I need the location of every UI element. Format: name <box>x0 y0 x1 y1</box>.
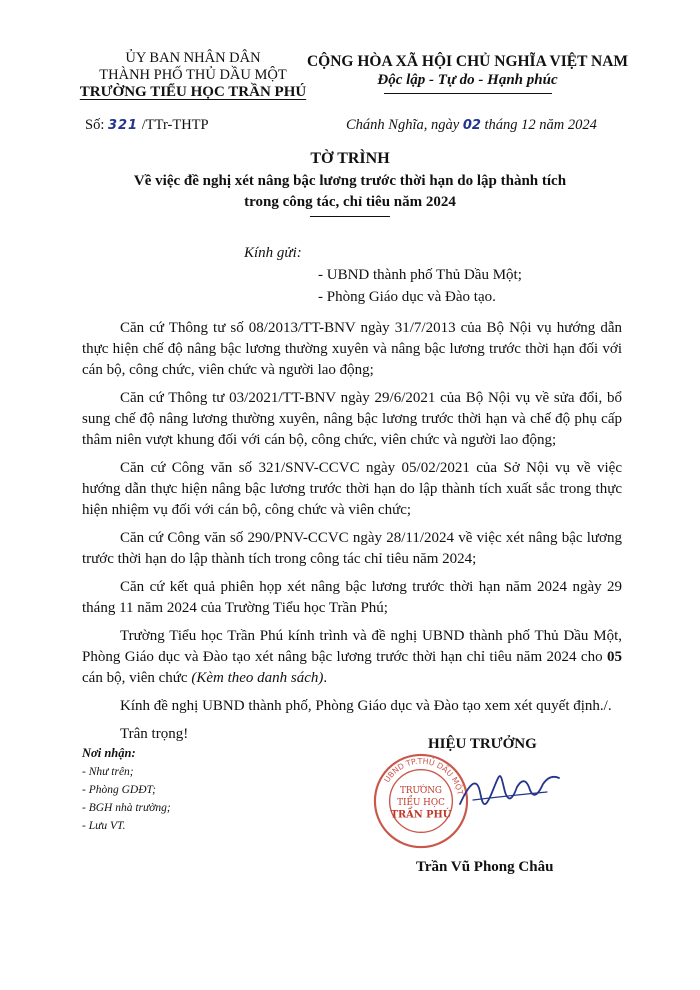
body-paragraph: Căn cứ kết quả phiên họp xét nâng bậc lương trước thời hạn năm 2024 ngày 29 tháng 11 năm 2024 của Trường Tiểu học Trần Phú; <box>82 579 622 616</box>
svg-text:TRẦN PHÚ: TRẦN PHÚ <box>390 809 452 821</box>
proposal-text-2: cán bộ, viên chức <box>82 670 188 686</box>
recipient-1: - UBND thành phố Thủ Dầu Một; <box>318 267 522 283</box>
issuer-line-1: ỦY BAN NHÂN DÂN <box>125 50 261 66</box>
request-paragraph: Kính đề nghị UBND thành phố, Phòng Giáo dục và Đào tạo xem xét quyết định./. <box>120 698 612 714</box>
proposal-attachment: (Kèm theo danh sách) <box>191 670 324 686</box>
national-header <box>305 52 630 94</box>
motto-underline <box>384 93 552 94</box>
signer-role: HIỆU TRƯỞNG <box>428 736 537 752</box>
date-suffix: tháng 12 năm 2024 <box>484 117 597 133</box>
school-name: TRƯỜNG TIỂU HỌC TRẦN PHÚ <box>79 84 307 100</box>
body-paragraph: Căn cứ Công văn số 321/SNV-CCVC ngày 05/02/2021 của Sở Nội vụ về việc hướng dẫn thực hiện nâng bậc lương trước thời hạn do lập thành tích xuất sắc trong thực hiện nhiệm vụ đối với cán bộ, công chức và viên chức; <box>82 460 622 518</box>
subtitle-line-1: Về việc đề nghị xét nâng bậc lương trước thời hạn do lập thành tích <box>133 173 567 189</box>
body-paragraph: Căn cứ Thông tư 03/2021/TT-BNV ngày 29/6/2021 của Bộ Nội vụ về sửa đổi, bổ sung chế độ nâng lương thường xuyên, nâng bậc lương trước thời hạn và chế độ phụ cấp thâm niên vượt khung đối với cán bộ, công chức, viên chức và người lao động; <box>82 390 622 448</box>
proposal-text-1: Trường Tiểu học Trần Phú kính trình và đề nghị UBND thành phố Thủ Dầu Một, Phòng Giáo dục và Đào tạo xét nâng bậc lương trước thời hạn chỉ tiêu năm 2024 cho <box>82 628 622 665</box>
recipients-list-title: Nơi nhận: <box>82 746 136 760</box>
date-line <box>346 117 597 134</box>
kinh-gui-label: Kính gửi: <box>244 245 302 261</box>
proposal-paragraph <box>82 626 622 689</box>
recipients-list-item: - Như trên; <box>82 766 134 778</box>
proposal-end: . <box>323 670 328 686</box>
closing-line: Trân trọng! <box>120 726 189 742</box>
svg-text:TRƯỜNG: TRƯỜNG <box>400 786 442 797</box>
recipients-list-item: - BGH nhà trường; <box>82 802 171 814</box>
national-motto: Độc lập - Tự do - Hạnh phúc <box>377 72 558 88</box>
title-underline <box>310 216 390 217</box>
recipients-list-item: - Lưu VT. <box>82 820 126 832</box>
issuer-header <box>68 50 318 101</box>
handwritten-signature <box>455 762 565 822</box>
subtitle-line-2: trong công tác, chỉ tiêu năm 2024 <box>244 194 456 210</box>
svg-text:UBND TP.THỦ DẦU MỘT: UBND TP.THỦ DẦU MỘT <box>382 756 465 796</box>
svg-text:TIỂU HỌC: TIỂU HỌC <box>397 797 445 808</box>
recipients-list-item: - Phòng GDĐT; <box>82 784 156 796</box>
date-day-handwritten: 02 <box>462 118 481 133</box>
proposal-count: 05 <box>607 649 622 665</box>
document-body <box>82 318 622 745</box>
issuer-line-2: THÀNH PHỐ THỦ DẦU MỘT <box>99 67 287 83</box>
docnum-prefix: Số: <box>85 117 105 133</box>
docnum-handwritten: 321 <box>107 118 139 133</box>
date-prefix: Chánh Nghĩa, ngày <box>346 117 460 133</box>
document-number <box>85 117 209 134</box>
nation-name: CỘNG HÒA XÃ HỘI CHỦ NGHĨA VIỆT NAM <box>306 53 629 70</box>
body-paragraph: Căn cứ Thông tư số 08/2013/TT-BNV ngày 31/7/2013 của Bộ Nội vụ hướng dẫn thực hiện chế độ nâng bậc lương thường xuyên và nâng bậc lương trước thời hạn đối với cán bộ, công chức, viên chức và người lao động; <box>82 320 622 378</box>
document-title: TỜ TRÌNH <box>310 150 390 167</box>
signer-name: Trần Vũ Phong Châu <box>416 859 554 875</box>
recipient-2: - Phòng Giáo dục và Đào tạo. <box>318 289 496 305</box>
document-subtitle <box>60 171 640 213</box>
docnum-suffix: /TTr-THTP <box>141 117 209 133</box>
body-paragraph: Căn cứ Công văn số 290/PNV-CCVC ngày 28/11/2024 về việc xét nâng bậc lương trước thời hạn do lập thành tích trong công tác chỉ tiêu năm 2024; <box>82 530 622 567</box>
